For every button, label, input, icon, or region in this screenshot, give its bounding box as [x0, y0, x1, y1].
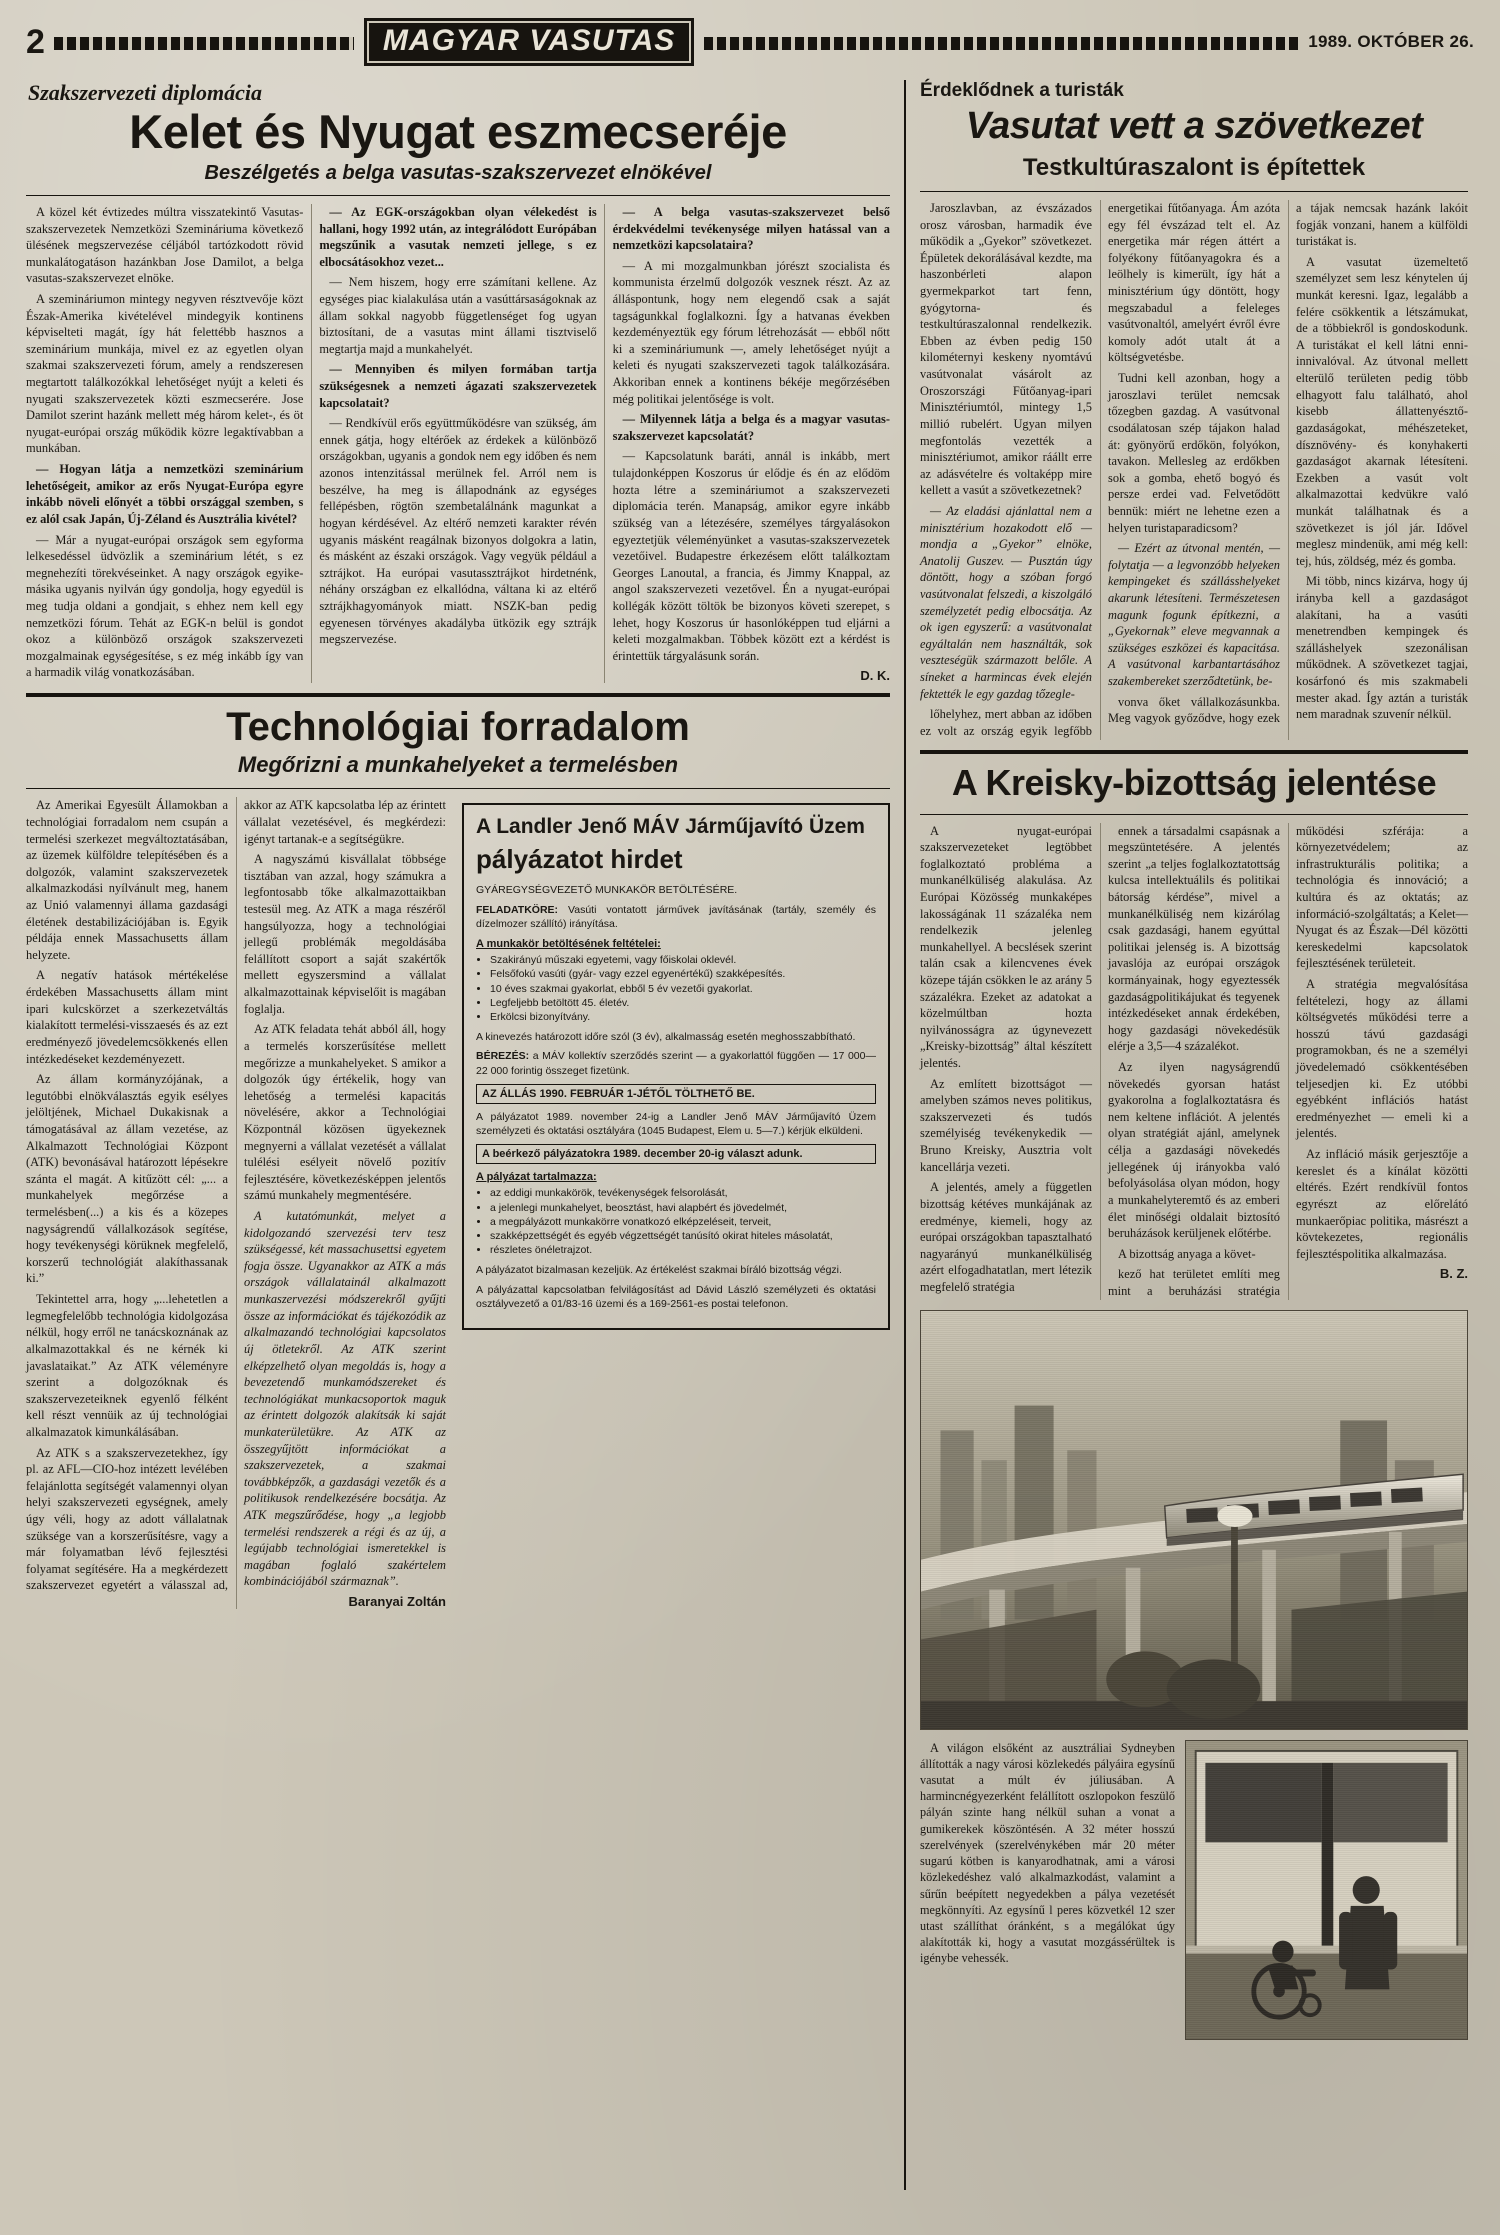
paragraph: — Ezért az útvonal mentén, — folytatja — a legvonzóbb helyeken kempingeket és szállásshelyeket akarunk létesíteni. Természetesen magunk fogunk építkezni, a „Gyekornak” eleve megvannak a szükséges eszközei és kapacitása. A vasútvonal karbantartásához szakembereket szerződtetünk, be- — [1108, 541, 1280, 689]
accessibility-photo-graphic — [1186, 1741, 1467, 2039]
article-kicker: Szakszervezeti diplomácia — [28, 80, 263, 105]
main-article-body — [26, 204, 890, 683]
ad-salary-text: a MÁV kollektív szerződés szerint — a gyakorlattól függően — 17 000—22 000 forintig összeget fizetünk. — [476, 1050, 876, 1077]
tech-signoff: Baranyai Zoltán — [348, 1594, 446, 1610]
divider-thick — [26, 693, 890, 697]
paragraph: — Rendkívül erős együttműködésre van szükség, ám ennek gátja, hogy eltérőek az érdekek a különböző országokban, ugyanis a gondok nem egy időben és nem azonos intenzitással merülnek fel. Arról nem is beszélve, ha meg is állapodnánk az egységes fellépésben, rögtön szembetalálnánk magunkat a hogyan kérdésével. Az eltérő nemzeti karakter révén ugyanis másként reagálnak bizonyos dolgokra a latin, és másként az északi országok. Vagy vegyük például a sztrájkot. Ha európai vasutassztrájkot hirdetnénk, néhány országban ez elkallódna, váltana ki az eltérő sztrájkhagyományok miatt. NSZK-ban pedig egyenesen törvényes akadályba ütközik egy sztrájk megszervezése. — [319, 416, 597, 647]
ad-salary — [476, 1049, 876, 1078]
page-content — [26, 80, 1474, 2190]
ad-contains-item: • a megpályázott munkakörre vonatkozó elképzeléseit, terveit, — [490, 1215, 876, 1229]
paragraph: A negatív hatások mértékelése érdekében Massachusetts állam mint ipari kulcskörzet a szerkezetváltás kialakított termelési-visszaesés és az ezt eredményező jövedelemcsökkenés ellen intézkedéseket kezdeményezett. — [26, 968, 228, 1066]
paragraph: A szemináriumon mintegy negyven résztvevője közt Észak-Amerika kivételével mindegyik kontinens képviselteti magát, így hát felettébb hasznos a szeminárium munkája, mivel ez az egyetlen olyan szakmai szakszervezeti fórum, amely a rendszeresen megtartott találkozókkal lehetőséget nyújt a keleti és nyugati szakszervezetek közti eszmecserére. Jose Damilot szerint hazánk mellett még három kelet-, és öt nyugat-európai ország működik közre legaktívabban a munkában. — [26, 291, 304, 456]
sydney-caption-block — [920, 1740, 1175, 2040]
paragraph-question: — A belga vasutas-szakszervezet belső érdekvédelmi tevékenysége milyen hatással van a nemzetközi kapcsolataira? — [612, 204, 890, 253]
paragraph: Az infláció másik gerjesztője a kereslet és a kínálat közötti eltérés. Ezért rendkívül fontos egyrészt az előrelátó munkaerőpiac politika, másrészt a kövtekezetes, regionális fejlesztéspolitika alkalmazása. — [1296, 1147, 1468, 1261]
masthead-rule-left — [54, 37, 354, 50]
ad-start-date: AZ ÁLLÁS 1990. FEBRUÁR 1-JÉTŐL TÖLTHETŐ BE. — [476, 1084, 876, 1104]
article-deck: Beszélgetés a belga vasutas-szakszervezet elnökével — [204, 161, 712, 184]
paragraph: Az állam kormányzójának, a legutóbbi elnökválasztás egyik esélyes jelöltjének, Michael Dukakisnak a támogatásával az állam vezetése, az Alkalmazott Technológiai Központ (ATK) bevonásával határozott lépésekre szánta el magát. A kitűzött cél: „... a munkahelyek megőrzése a termelésben(...) a kis és a közepes nagyságrendű vállalkozások segítése, hogy tevékenységi körüknek megfelelő, korszerű technológiát alakíthassanak ki.” — [26, 1072, 228, 1286]
paragraph: Az ATK feladata tehát abból áll, hogy a termelés korszerűsítése mellett megőrizze a munkahelyeket. S amikor a dolgozók úgy értékelik, hogy van lehetőség a termelési kapacitás növelésére, akkor a Technológiai Központnál közösen ügyekeznek megnyerni a vállalat vezetését a vállalat tulélési esélyeit növelő pozitív fejlesztésére, következésképpen jelentős számú munkahely megmentésére. — [244, 1022, 446, 1203]
ad-contains-list — [476, 1186, 876, 1257]
ad-conditions-list — [476, 953, 876, 1024]
paragraph: A nyugat-európai szakszervezeteket legtöbbet foglalkoztató probléma a munkanélküliség alakulása. Az Európai Közösség munkaképes lakosságának 11 százaléka nem rendelkezik jelenleg munkahellyel. A becslések szerint talán csak a kilencvenes évek közepe táján csökken le az arány 5 százalékra. Ezeket az adatokat a közelmúltban hozta nyilvánosságra az úgynevezett „Kreisky-bizottság” által készített jelentés. — [920, 823, 1093, 1071]
divider — [920, 191, 1468, 192]
kreisky-article-body — [920, 823, 1468, 1300]
paragraph: — Már a nyugat-európai országok sem egyforma lelkesedéssel üdvözlik a szeminárium létét, s ez megnehezíti törekvéseinket. A nagy országok egyike-másika ugyanis nyilván úgy gondolja, hogy egyedül is meg tudja oldani a gondjait, s ehhez nem kell egy nemzetközi fórum. Tehát az EGK-n belül is gondot okoz a különböző országok szakszervezeti mozgalmainak egységesítése, s ez még inkább így van a harmadik világ vonatkozásában. — [26, 532, 304, 680]
paragraph: — A mi mozgalmunkban jórészt szocialista és kommunista érzelmű dolgozók vesznek részt. Az az álláspontunk, hogy nem elegendő csak a saját tagságunkkal foglalkozni. Így a hatvanas években kezdeményeztük egy fórum létrehozását — ebből nőtt ki a szemináriumunk —, amely lehetőséget nyújt a keleti és nyugati szakszervezeti tagok találkozására. Akkoriban ennek a kontinens békéje megőrzésében még politikai jelentősége is volt. — [612, 258, 890, 406]
article-signoff: D. K. — [860, 668, 890, 684]
issue-date: 1989. OKTÓBER 26. — [1308, 32, 1474, 51]
paragraph: Jaroszlavban, az évszázados orosz városban, harmadik éve működik a „Gyekor” szövetkezet. Épületek dekorálásával kezdte, ma haszonbérleti alapon gyermekparkot tart fenn, gyógytorna- és testkultúraszalonnal rendelkezik. Ebben az évben pedig 150 kilométernyi keskeny nyomtávú vasútvonalat vásárolt az Oroszországi Fűtőanyag-ipari Minisztériumtól, mintegy 1,5 millió rubelért. Ugyan milyen megfontolás vezették a minisztériumot, amikor ráállt erre az adásvételre és voltaképp mire kellett a vasút a szövetkezetnek? — [920, 201, 1093, 498]
divider — [920, 814, 1468, 815]
photo-caption-row — [920, 1740, 1468, 2040]
classified-ad-column — [462, 797, 890, 1609]
ad-contains-item: • a jelenlegi munkahelyet, beosztást, havi alapbért és jövedelmét, — [490, 1201, 876, 1215]
paragraph: Mi több, nincs kizárva, hogy új irányba kell a gazdaságot alakítani, ha a vasúti menetrendben kempingek és szálláshelyek szezonálisan működnek. A szövetkezet tagjai, kosárfonó és mis szakmabeli mester akad. Így aztán a turisták nem maradnak szuvenír nélkül. — [1296, 574, 1468, 722]
tech-article-body — [26, 797, 446, 1609]
ad-note: A kinevezés határozott időre szól (3 év), alkalmasság esetén meghosszabbítható. — [476, 1031, 856, 1044]
ad-task — [476, 903, 876, 932]
ad-conditions-label: A munkakör betöltésének feltételei: — [476, 938, 661, 951]
paragraph: ennek a társadalmi csapásnak a megszüntetésére. A jelentés szerint „a teljes foglalkoztatottság kulcsa intellektuálils és politikai bátorság kérdése”, mivel a munkanélküliség nem kizárólag csak gazdasági, hanem egyúttal politikai jelenség is. A bizottság javaslója az európai országok kormányainak, hogy egyeztessék gazdaságpolitikájukat és tegyenek intézkedéseket annak érdekében, hogy gazdasági növekedésük elérje a 3,5—4 százalékot. — [1108, 823, 1280, 1054]
paragraph: Tudni kell azonban, hogy a jaroszlavi terület nemcsak tőzegben gazdag. A vasútvonal csodálatosan szép tájakon halad át: gyönyörű erdőkön, folyókon, tavakon. Mellesleg az erdőkben sok a gomba, ehető bogyó és persze erdei vad. Felvetődött bennük: miért ne lehetne ezen a helyen turistaparadicsom? — [1108, 371, 1280, 535]
ad-condition-item: • Felsőfokú vasúti (gyár- vagy ezzel egyenértékű) szakképesítés. — [490, 967, 876, 981]
ad-condition-item: • 10 éves szakmai gyakorlat, ebből 5 év vezetői gyakorlat. — [490, 982, 876, 996]
turist-deck: Testkultúraszalont is építettek — [1022, 154, 1366, 181]
right-column-zone — [906, 80, 1468, 2190]
paragraph: A közel két évtizedes múltra visszatekintő Vasutas-szakszervezetek Nemzetközi Szemináriuma következő ülésének megszervezése céljából tartózkodott rövid munkalátogatáson hazánkban Jose Damilot, a belga vasutas-szakszervezet elnöke. — [26, 204, 304, 286]
paragraph-question: — Az EGK-országokban olyan vélekedést is hallani, hogy 1992 után, az integrálódott Európában megszűnik a vasutak nemzeti jellege, s ez elbocsátásokhoz vezet... — [319, 204, 597, 269]
publication-logo: MAGYAR VASUTAS — [364, 18, 694, 66]
paragraph: lőhelyhez, mert abban az időben ez volt az ország egyik legfőbb energetikai fűtőanyaga. Ám azóta egy fél évszázad telt el. Az energetika már régen áttért a folyékony fűtőanyagokra és a leölhely is kimerült, így hát a minisztérium úgy döntött, hogy megszabadul a feleleges vasútvonaltól, amelyért évről évre komoly adót utalt át a költségvetésbe. — [920, 201, 1280, 738]
paragraph: A bizottság anyaga a követ- — [1118, 1246, 1256, 1261]
article-headline: Kelet és Nyugat eszmecseréje — [129, 105, 787, 158]
ad-contact: A pályázattal kapcsolatban felvilágosítást ad Dávid László személyzeti és oktatási osztályvezető a 01/83-16 üzemi és a 169-2561-es postai telefonon. — [476, 1283, 876, 1310]
turist-headline: Vasutat vett a szövetkezet — [965, 105, 1423, 147]
accessibility-photo — [1185, 1740, 1468, 2040]
ad-apply: A pályázatot 1989. november 24-ig a Landler Jenő MÁV Járműjavító Üzem személyzeti és oktatási osztályára (1045 Budapest, Elem u. 5—7.) kérjük elküldeni. — [476, 1110, 876, 1138]
ad-contains-item: • szakképzettségét és egyéb végzettségét tanúsító okirat hiteles másolatát, — [490, 1229, 876, 1243]
paragraph: Az ilyen nagyságrendű növekedés gyorsan hatást gyakorolna a foglalkoztatásra és nem keltene inflációt. A jelentés olyan stratégiát ajánl, amelynek célja a gazdasági növekedés jellegének új irányokba való befolyásolása olyan módon, hogy a munkahelyteremtő és az emberi élet minőségi oldalait biztosító beruházások kerüljenek előtérbe. — [1108, 1060, 1280, 1241]
ad-task-text: Vasúti vontatott járművek javításának (tartály, személy és dízelmozer szállító) irányítása. — [476, 903, 876, 930]
monorail-photo-graphic — [921, 1311, 1467, 1729]
ad-contains-item: • részletes önéletrajzot. — [490, 1243, 876, 1257]
paragraph: A jelentés, amely a független bizottság kétéves munkájának az eredménye, kiemeli, hogy az európai országokban tapasztalható nagyarányú munkanélküliség azért elfogadhatatlan, mert létezik megfelelő stratégia — [920, 1180, 1092, 1294]
turist-kicker: Érdeklődnek a turisták — [920, 80, 1124, 101]
job-advertisement — [462, 803, 890, 1330]
tech-deck: Megőrizni a munkahelyeket a termelésben — [237, 752, 679, 778]
paragraph: kező hat területet említi meg mint a beruházási stratégia működési szférája: a környezetvédelem; az infrastrukturális politika; a technológia és innováció; a kultúra és az oktatás; az információ-szolgáltatás; a Kelet—Nyugat és az Észak—Dél közötti kereskedelmi kapcsolatok fejlesztésének területeit. — [1108, 823, 1468, 1298]
left-column-zone — [26, 80, 906, 2190]
photo-caption: A világon elsőként az ausztráliai Sydneyben állították a nagy városi közlekedés pályáira egysínű vasutat a múlt év júliusában. A harmincnégyezerként felállított oszlopokon feszülő pályán szinte hang nélkül suhan a vonat a gumikerekek köszöntésén. A 32 méter hosszú szerelvények (szerelvénykében már 20 méter sugarú kötben is kanyarodhatnak, ami a városi közlekedéshez való alkalmazkodást, valamint a sűrűn beépített negyedekben a pálya vezetését megkönnyíti. Az egysínű l peres közvetkél 12 szer utast szállíthat óránként, s a megálókat úgy alakították ki, hogy a vasutat mozgássérültek is igénybe vehessék. — [920, 1740, 1175, 1966]
paragraph: A vasutat üzemeltető személyzet sem lesz kénytelen új munkát keresni. Igaz, legalább a felére csökkentik a létszámukat, de a többiekről is gondoskodunk. A turistákat el kell látni enni-innivalóval. Az útvonal mellett elterülő területen pedig több elhagyott falu található, ahol kisebb állattenyésztő-gazdaságokat, méhészeteket, dísznövény- és konyhakerti gazdaságot akarnak létesíteni. Ezekben a vasút volt alkalmazottai kedvükre való munkát találhatnak és a szövetkezet is jól jár. Idővel meglesz mindenük, ami még kell: tej, hús, zöldség, méz és gomba. — [1296, 254, 1468, 568]
tech-columns — [26, 797, 446, 1609]
masthead — [26, 18, 1474, 72]
ad-condition-item: • Legfeljebb betöltött 45. életév. — [490, 996, 876, 1010]
tech-headline: Technológiai forradalom — [226, 705, 690, 750]
ad-deadline: A beérkező pályázatokra 1989. december 20-ig választ adunk. — [476, 1144, 876, 1164]
paragraph: vonva őket vállalkozásunkba. Meg vagyok győződve, hogy ezek a tájak nemcsak hazánk lakóit fogják vonzani, hanem a külföldi turistákat is. — [1108, 201, 1468, 726]
ad-position: GYÁREGYSÉGVEZETŐ MUNKAKÖR BETÖLTÉSÉRE. — [476, 883, 738, 896]
paragraph: A stratégia megvalósítása feltételezi, hogy az állami költségvetés működési terre a hosszú távú gazdasági programokban, és ne a személyi jövedelemadó csökkentésében teljesedjen ki. Ez utóbbi egyébként inflációs hatást eredményezhet — emeli ki a jelentés. — [1296, 976, 1468, 1141]
paragraph-question: — Mennyiben és milyen formában tartja szükségesnek a nemzeti ágazati szakszervezetek kapcsolatait? — [319, 362, 597, 410]
paragraph: — Kapcsolatunk baráti, annál is inkább, mert tulajdonképpen Koszorus úr elődje és én az elődöm hozta létre a szemináriumot a szakszervezeti diplomácia terén. Manapság, amikor egyre inkább szükség van a létezésére, személyes tárgyalásokon egyeztetjük véleményünket a vasutas-szakszervezetek vezetőivel. Budapestre érkezésem előtt találkoztam Georges Lanoutal, a francia, és Jimmy Knappal, az angol szakszervezeti vezetővel. Én a nyugat-európai kollégák között töltök be bizonyos követi szerepet, s lehet, hogy Koszorus úr hasonlóképpen tud eljárni a keleti mozgalmakban. Többek között ezt a kérdést is érintettük tárgyalásunk során. — [612, 449, 890, 663]
divider-thick — [920, 750, 1468, 754]
ad-task-label: FELADATKÖRE: — [476, 903, 559, 916]
page-number: 2 — [26, 23, 44, 61]
paragraph: Tekintettel arra, hogy „...lehetetlen a legmegfelelőbb technológia kidolgozása nélkül, hogy erről ne tanácskoznának az alkalmazottakkal és ne kérnék ki javaslataikat.” Az ATK véleményre szerint a dolgozóknak és szakszervezeteiknek egyenlő félként kell részt vennüik az új technológiai alkalmazatok kimunkálásában. — [26, 1292, 228, 1439]
paragraph: Az említett bizottságot — amelyben számos neves politikus, szakszervezeti és tudós személyiség tevékenykedik — Bruno Kreisky, Ausztria volt kancellárja vezeti. — [920, 1076, 1092, 1174]
turist-article-body — [920, 200, 1468, 740]
masthead-rule-right — [704, 37, 1298, 50]
ad-headline: pályázatot hirdet — [476, 843, 683, 874]
ad-employer: A Landler Jenő MÁV Járműjavító Üzem — [476, 815, 865, 839]
paragraph: Az ATK s a szakszervezetekhez, így pl. az AFL—CIO-hoz intézett levélében felajánlotta segítségét valamennyi olyan helyi szakszervezeti egységnek, amely úgy véli, hogy az adott vállalatnak szüksége van a korszerűsítésre, vagy a már folyamatban lévő fejlesztési folyamat segítésére. Ha a megkérdezett szakszervezet egyetért a válasszal ad, akkor az ATK kapcsolatba lép az érintett vállalat vezetésével, és megkérdezi: igényt tartanak-e a segítségükre. — [26, 798, 446, 1593]
kreisky-headline: A Kreisky-bizottság jelentése — [951, 761, 1437, 803]
ad-condition-item: • Erkölcsi bizonyítvány. — [490, 1010, 876, 1024]
paragraph: A kutatómunkát, melyet a kidolgozandó szervezési terv tesz szükségessé, két massachusettsi egyetem fogja össze. Ugyanakkor az ATK a más országok vállalatainál alkalmazott munkaszervezési módszerekről gyűjti össze az információkat és tájékozódik az alkalmazandó technológiai kapcsolatos új ötletekről. Az ATK szerint elképzelhető olyan megoldás is, hogy a bevezetendő munkamódszereket és technológiákat munkacsoportok maguk az érintett dolgozók alakítsák ki saját munkaterületükre. Az ATK az összegyűjtött információkat a szakszervezetek, a szakmai továbbképzők, a gazdasági vezetők és a politikusok rendelkezésére bocsátja. Az ATK megszűrődése, hogy „a legjobb termelési rendszerek a régi és az új, a legújabb technológiai ismeretekkel is magában foglaló szakértelem kombinációjából származnak”. — [244, 1209, 446, 1589]
paragraph: — Nem hiszem, hogy erre számítani kellene. Az egységes piac kialakulása után a vasúttársaságoknak az állam sokkal nagyobb függetlenséget fog ugyan biztosítani, de a vasutas mint állami tisztviselő megtartja majd a munkahelyét. — [319, 275, 597, 356]
ad-contains-label: A pályázat tartalmazza: — [476, 1171, 597, 1184]
ad-condition-item: • Szakirányú műszaki egyetemi, vagy főiskolai oklevél. — [490, 953, 876, 967]
kreisky-signoff: B. Z. — [1439, 1266, 1468, 1282]
divider — [26, 195, 890, 196]
monorail-photo — [920, 1310, 1468, 1730]
ad-footer-note: A pályázatot bizalmasan kezeljük. Az értékelést szakmai bíráló bizottság végzi. — [476, 1264, 842, 1277]
ad-contains-item: • az eddigi munkakörök, tevékenységek felsorolását, — [490, 1186, 876, 1200]
paragraph: Az Amerikai Egyesült Államokban a technológiai forradalom nem csupán a termelési szerkezet megváltoztatásában, az üzemek külföldre telepítésében és a dolgozók, valamint szakszervezetek alkalmazkodási nyílvánult meg, hanem az Unió valamennyi állama gazdasági életének destabilizációjában is. Egyik példája ennek Massachusetts állam helyzete. — [26, 798, 228, 962]
paragraph: A nagyszámú kisvállalat többsége tisztában van azzal, hogy számukra a legfontosabb tőke alkalmazottaikban testesül meg. Az ATK a maga részéről hangsúlyozza, hogy a technológiai jellegű problémák megoldásába felállított csoport a saját szakértők mellett egyszersmind a vállalat alkalmazottainak képviselőit is magában foglalja. — [244, 852, 446, 1016]
paragraph: — Az eladási ajánlattal nem a minisztérium hozakodott elő — mondja a „Gyekor” elnöke, Anatolij Guszev. — Pusztán úgy döntött, hogy a szóban forgó vasútvonalat felszedi, a kiszolgáló személyzetét pedig elbocsátja. Az ok igen egyszerű: a vasútvonalat egyáltalán nem használták, sok veszteségük származott belőle. A síneket a harmincas évek elején fektették le egy gazdag tőzegle- — [920, 503, 1092, 701]
paragraph-question: — Milyennek látja a belga és a magyar vasutas-szakszervezet kapcsolatát? — [612, 412, 890, 443]
tech-and-ad-row — [26, 797, 890, 1609]
paragraph-question: — Hogyan látja a nemzetközi szeminárium lehetőségeit, amikor az erős Nyugat-Európa egyre inkább növeli előnyét a többi országgal szemben, s ez alól csak Japán, Új-Zéland és Ausztrália kivétel? — [26, 462, 304, 526]
divider — [26, 788, 890, 789]
ad-salary-label: BÉREZÉS: — [476, 1050, 530, 1063]
